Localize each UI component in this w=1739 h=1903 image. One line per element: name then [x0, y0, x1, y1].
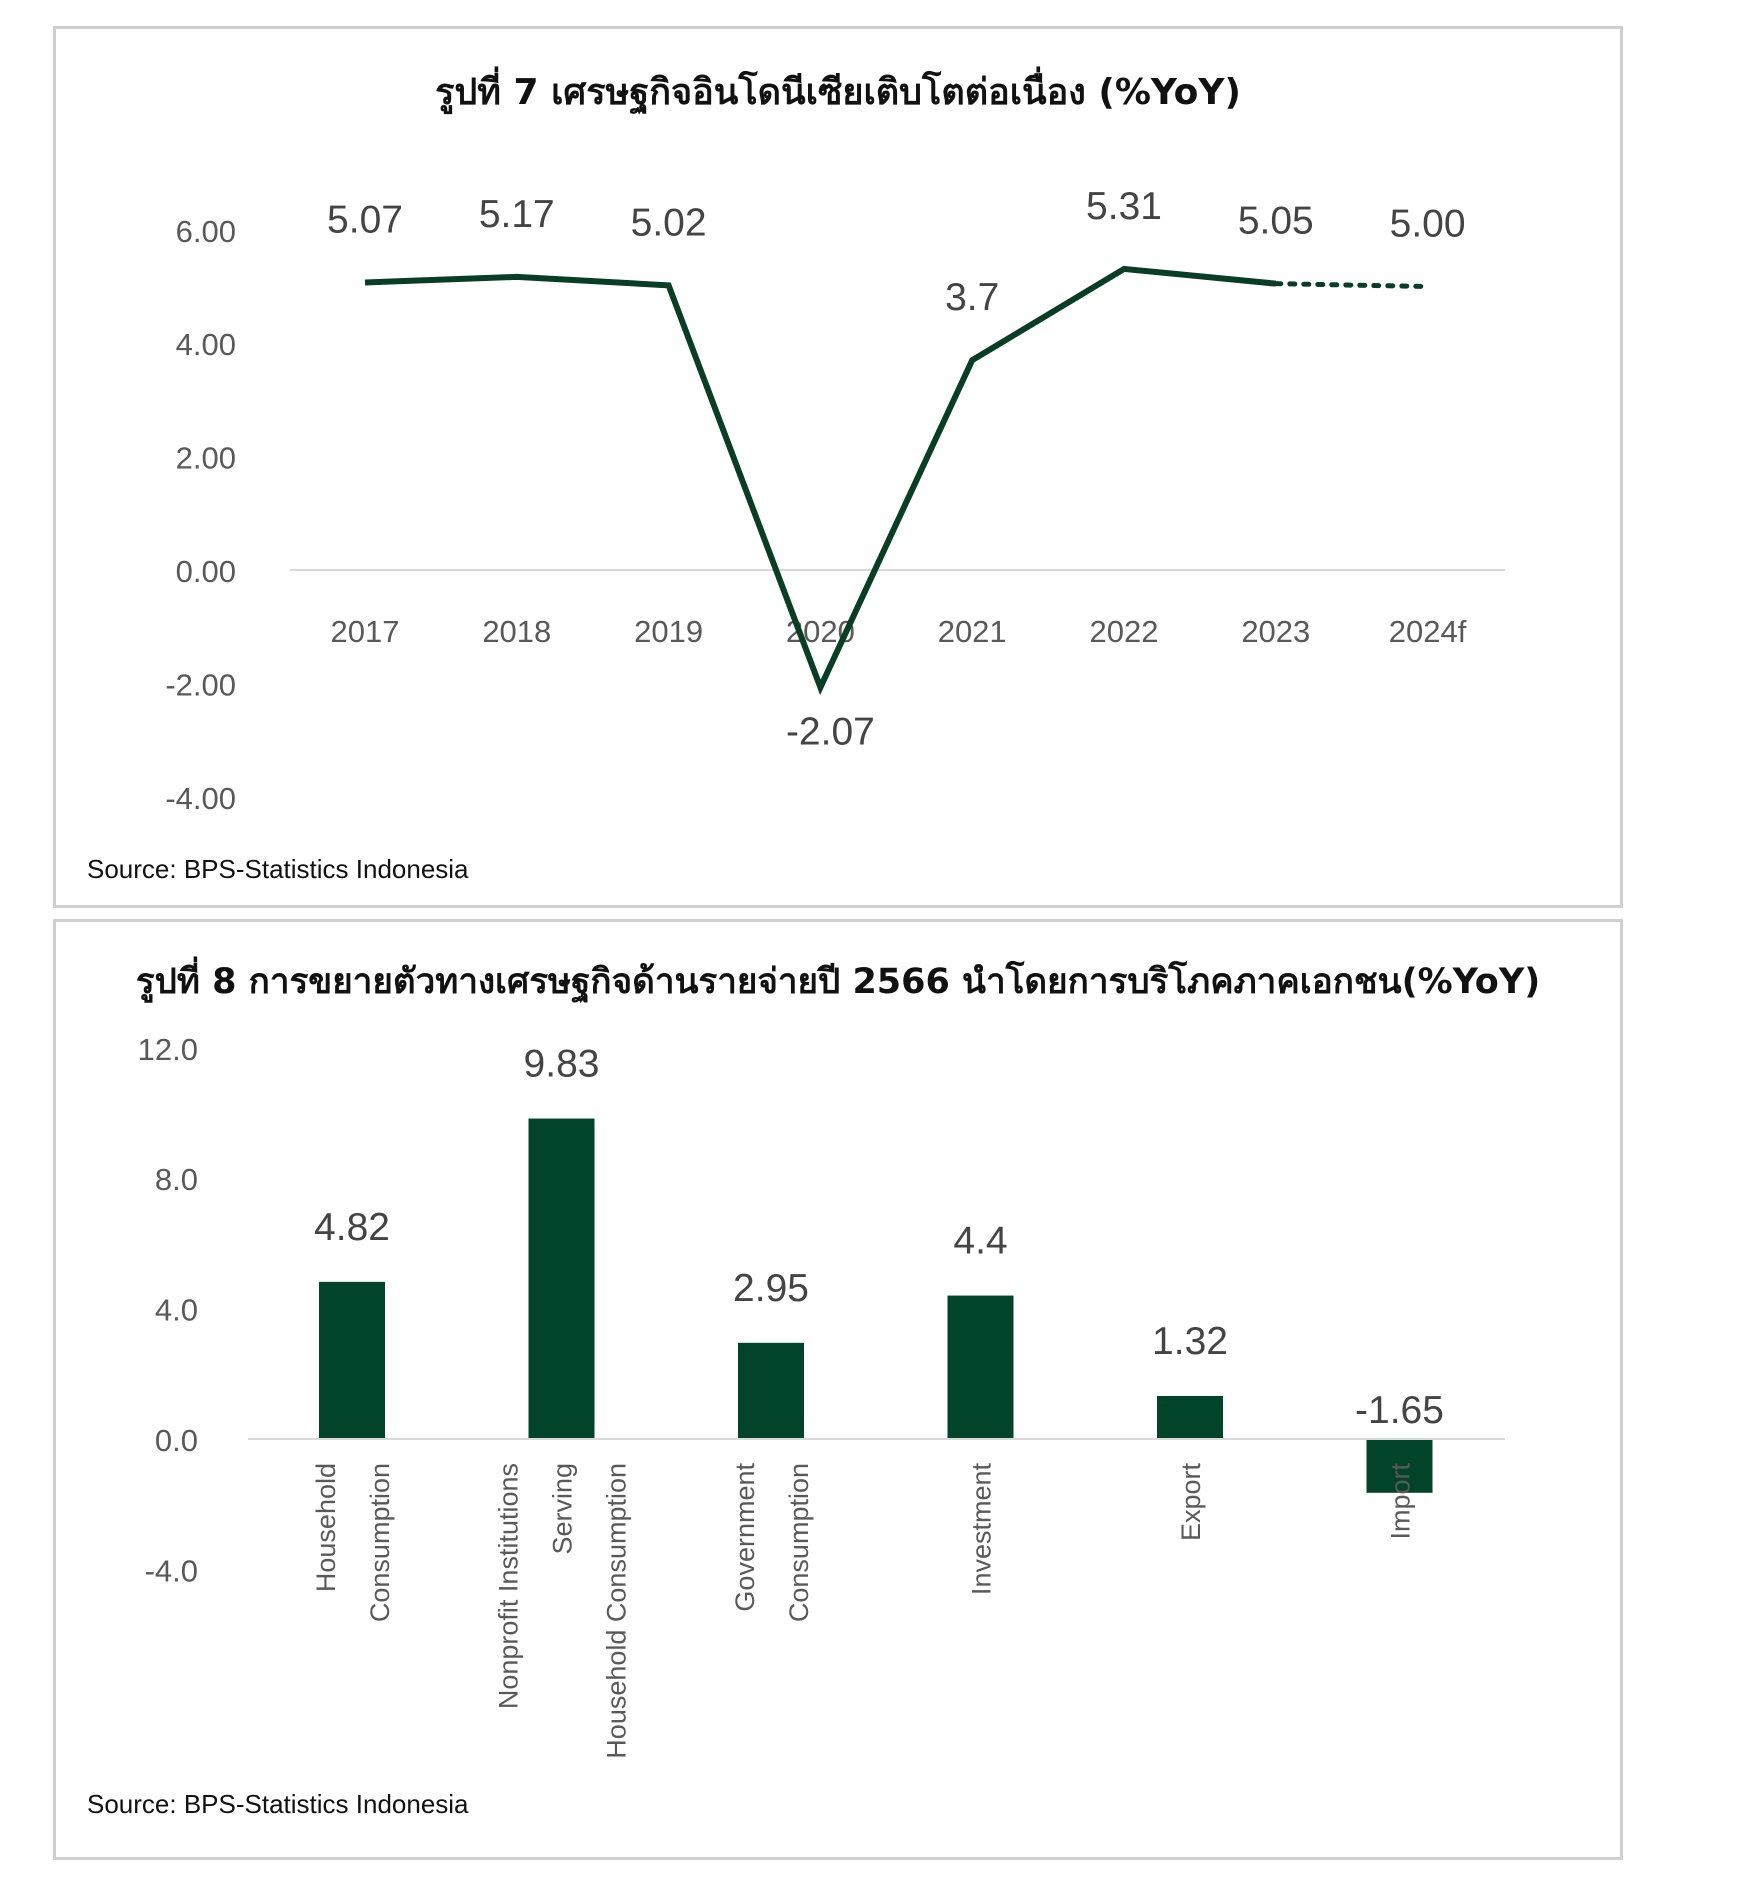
x-tick-label: 2024f	[1388, 614, 1467, 649]
x-tick-label: Household Consumption	[601, 1463, 632, 1759]
chart-title: รูปที่ 8 การขยายตัวทางเศรษฐกิจด้านรายจ่ายปี 2566 นำโดยการบริโภคภาคเอกชน(%YoY)	[135, 962, 1541, 1002]
x-tick-label: 2019	[634, 614, 704, 649]
x-tick-label: Consumption	[365, 1463, 395, 1623]
y-tick-label: 8.0	[154, 1162, 198, 1198]
data-label: -1.65	[1355, 1389, 1444, 1432]
y-tick-label: 0.00	[175, 554, 236, 589]
chart-source: Source: BPS-Statistics Indonesia	[87, 854, 469, 884]
y-tick-label: 12.0	[137, 1031, 198, 1067]
data-label: 9.83	[523, 1042, 600, 1086]
y-tick-label: 0.0	[154, 1423, 198, 1458]
y-tick-label: -4.0	[144, 1553, 198, 1589]
x-tick-label: Consumption	[784, 1463, 814, 1623]
y-tick-label: -4.00	[165, 780, 236, 816]
data-label: 5.05	[1237, 199, 1314, 243]
data-label: 4.4	[953, 1219, 1008, 1263]
x-tick-label: 2023	[1241, 614, 1311, 649]
x-tick-label: Government	[730, 1463, 760, 1612]
data-label: 5.31	[1086, 184, 1162, 228]
bar	[1157, 1396, 1223, 1439]
data-label: 5.17	[478, 192, 555, 236]
x-tick-label: 2020	[785, 614, 855, 649]
x-tick-label: Household	[311, 1463, 341, 1593]
x-tick-label: 2022	[1089, 614, 1159, 649]
y-tick-label: 6.00	[175, 213, 236, 249]
chart-title: รูปที่ 7 เศรษฐกิจอินโดนีเซียเติบโตต่อเนื่อง (%YoY)	[435, 72, 1241, 113]
bar	[529, 1119, 595, 1439]
y-tick-label: 4.00	[175, 327, 236, 363]
data-label: 1.32	[1152, 1319, 1228, 1363]
x-tick-label: Export	[1176, 1463, 1206, 1542]
chart-source: Source: BPS-Statistics Indonesia	[87, 1789, 469, 1819]
y-tick-label: 4.0	[154, 1292, 198, 1328]
data-label: 5.02	[630, 201, 707, 245]
y-tick-label: 2.00	[175, 440, 236, 476]
bar	[948, 1296, 1014, 1439]
data-label: 2.95	[733, 1266, 809, 1310]
y-tick-label: -2.00	[165, 667, 236, 703]
data-label: 5.00	[1389, 202, 1466, 246]
x-tick-label: 2018	[482, 614, 552, 649]
data-label: 4.82	[314, 1205, 390, 1249]
x-tick-label: Import	[1385, 1463, 1416, 1540]
data-label: 3.7	[945, 276, 1000, 320]
x-tick-label: Nonprofit Institutions	[493, 1463, 524, 1710]
x-tick-label: 2017	[330, 614, 400, 649]
x-tick-label: Investment	[966, 1463, 997, 1596]
x-tick-label: Serving	[547, 1463, 578, 1555]
data-label: 5.07	[327, 198, 403, 242]
bar	[738, 1343, 804, 1439]
x-tick-label: 2021	[937, 614, 1007, 649]
data-label: -2.07	[785, 710, 875, 754]
bar	[319, 1282, 385, 1439]
